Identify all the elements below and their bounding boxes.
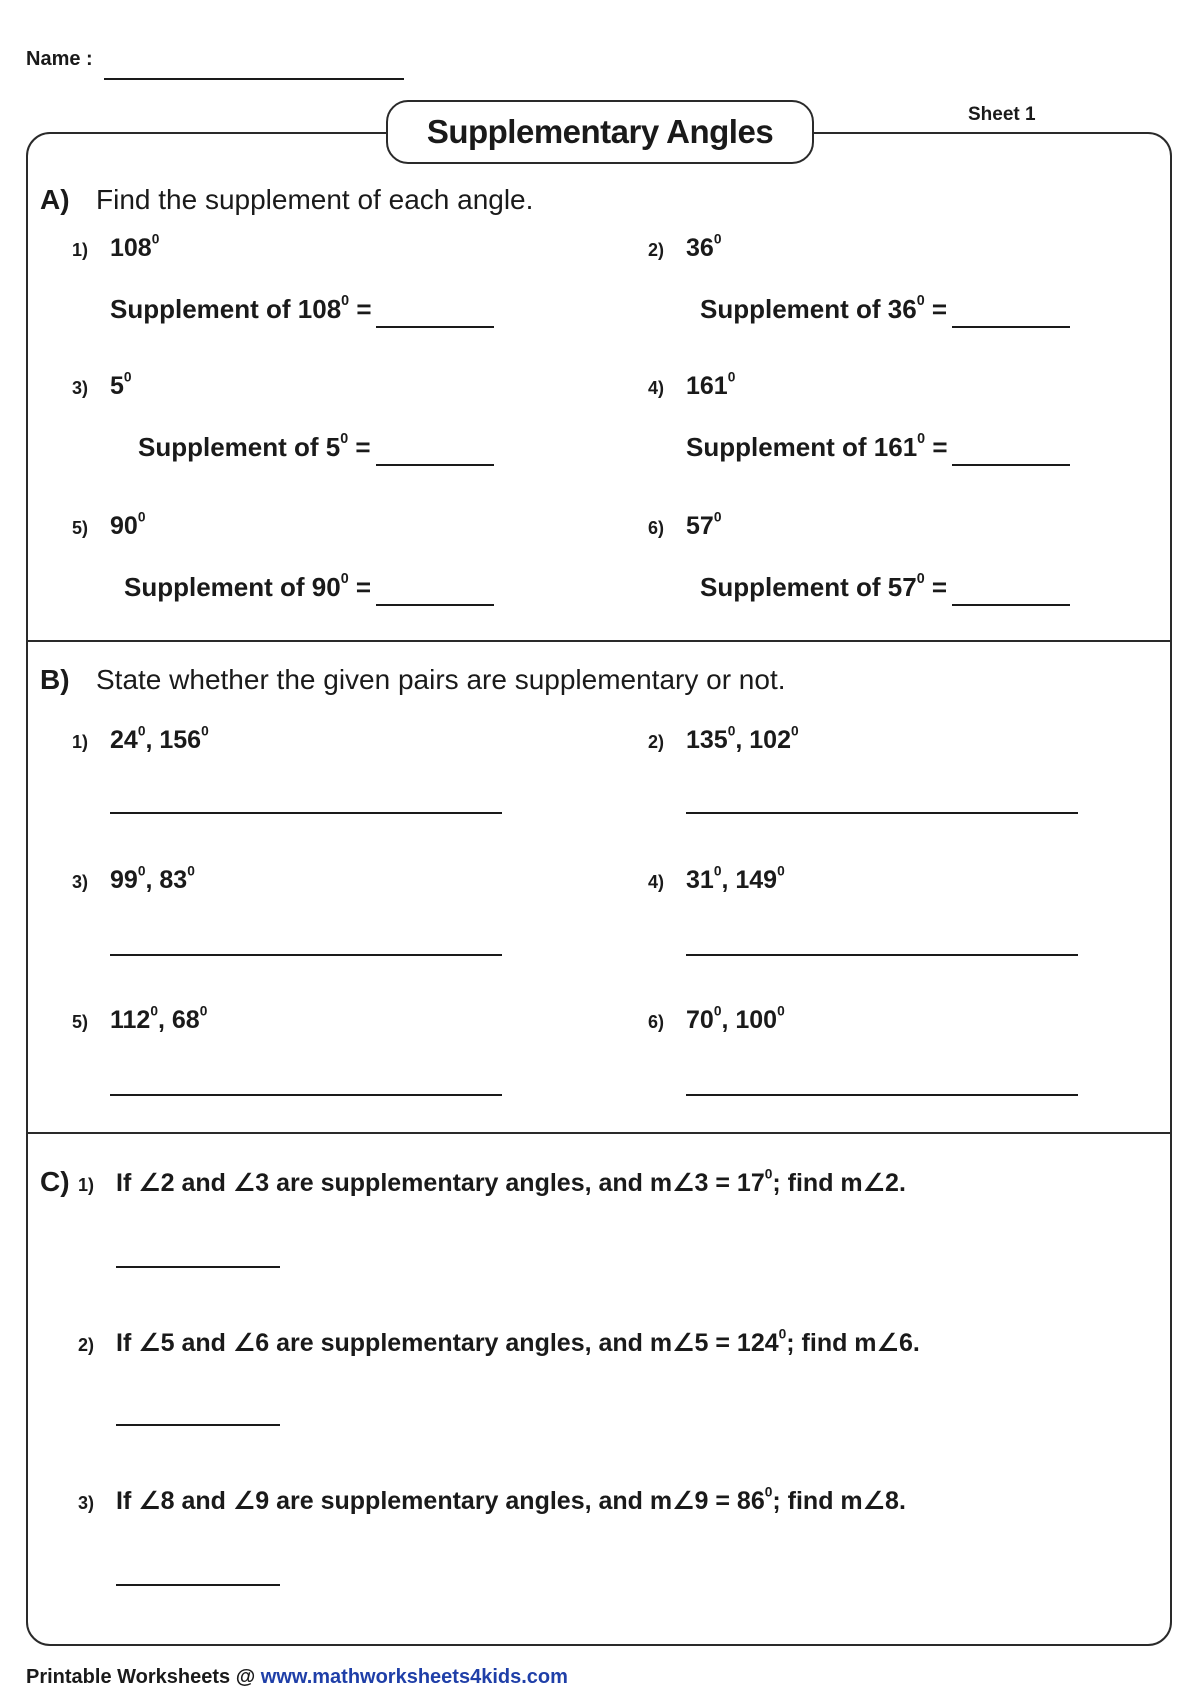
answer-blank[interactable] — [686, 812, 1078, 814]
name-field[interactable] — [104, 78, 404, 80]
question-text: If ∠8 and ∠9 are supplementary angles, and m∠9 = 86 — [116, 1487, 765, 1515]
angle-value: 112 — [110, 1006, 151, 1034]
answer-blank[interactable] — [110, 954, 502, 956]
question-number: 3) — [72, 378, 89, 398]
degree-mark: 0 — [123, 369, 132, 385]
answer-blank[interactable] — [686, 954, 1078, 956]
question-a3 — [72, 369, 132, 401]
answer-blank[interactable] — [376, 464, 494, 466]
question-number: 6) — [648, 1012, 665, 1032]
page-title: Supplementary Angles — [386, 100, 814, 164]
angle-value: 31 — [686, 866, 714, 894]
question-number: 2) — [648, 732, 665, 752]
degree-mark: 0 — [727, 369, 736, 385]
angle-value: 24 — [110, 726, 138, 754]
section-divider — [26, 1132, 1172, 1134]
degree-mark: 0 — [916, 571, 925, 588]
degree-mark: 0 — [764, 1166, 773, 1182]
degree-mark: 0 — [340, 571, 349, 588]
supplement-label: Supplement of 57 — [700, 572, 917, 602]
degree-mark: 0 — [199, 1003, 208, 1019]
degree-mark: 0 — [778, 1326, 787, 1342]
supplement-label: Supplement of 36 — [700, 294, 917, 324]
degree-mark: 0 — [713, 1003, 722, 1019]
answer-blank[interactable] — [952, 326, 1070, 328]
angle-value: 108 — [110, 234, 152, 262]
name-label: Name : — [26, 48, 93, 70]
question-c2 — [78, 1328, 920, 1358]
separator: , — [158, 1006, 172, 1034]
supplement-prompt — [686, 432, 948, 463]
section-b-heading — [40, 664, 786, 696]
question-a1 — [72, 231, 160, 263]
answer-blank[interactable] — [110, 812, 502, 814]
degree-mark: 0 — [713, 231, 722, 247]
question-text-end: ; find m∠8. — [772, 1487, 906, 1515]
question-text: If ∠5 and ∠6 are supplementary angles, and m∠5 = 124 — [116, 1329, 779, 1357]
question-number: 1) — [72, 240, 89, 260]
equals-sign: = — [349, 294, 372, 324]
angle-value: 68 — [171, 1006, 200, 1034]
supplement-label: Supplement of 5 — [138, 432, 341, 462]
question-a5 — [72, 509, 146, 541]
separator: , — [735, 726, 750, 754]
question-number: 3) — [72, 872, 89, 892]
answer-blank[interactable] — [686, 1094, 1078, 1096]
angle-value: 100 — [735, 1006, 778, 1034]
degree-mark: 0 — [150, 1003, 158, 1019]
question-text-end: ; find m∠6. — [786, 1329, 920, 1357]
question-number: 5) — [72, 518, 89, 538]
question-a2 — [648, 231, 722, 263]
degree-mark: 0 — [777, 1003, 785, 1019]
question-number: 4) — [648, 378, 665, 398]
equals-sign: = — [925, 432, 948, 462]
degree-mark: 0 — [187, 863, 195, 879]
question-b4 — [648, 863, 785, 895]
degree-mark: 0 — [791, 723, 799, 739]
angle-value: 149 — [735, 866, 778, 894]
degree-mark: 0 — [201, 723, 209, 739]
section-divider — [26, 640, 1172, 642]
degree-mark: 0 — [137, 723, 146, 739]
section-c-letter — [40, 1166, 70, 1198]
section-instruction: State whether the given pairs are supplementary or not. — [96, 664, 786, 695]
supplement-prompt — [124, 572, 371, 603]
degree-mark: 0 — [916, 293, 925, 310]
answer-blank[interactable] — [376, 604, 494, 606]
separator: , — [721, 866, 736, 894]
section-letter: A) — [40, 184, 70, 215]
angle-value: 135 — [686, 726, 728, 754]
angle-value: 99 — [110, 866, 138, 894]
question-number: 1) — [72, 732, 89, 752]
equals-sign: = — [924, 572, 948, 602]
question-number: 2) — [648, 240, 665, 260]
supplement-label: Supplement of 90 — [124, 572, 341, 602]
degree-mark: 0 — [137, 509, 146, 525]
angle-value: 5 — [110, 372, 124, 400]
question-a6 — [648, 509, 722, 541]
supplement-label: Supplement of 108 — [110, 294, 342, 324]
supplement-prompt — [700, 572, 947, 603]
answer-blank[interactable] — [116, 1424, 280, 1426]
question-number: 6) — [648, 518, 665, 538]
degree-mark: 0 — [713, 509, 722, 525]
degree-mark: 0 — [713, 863, 722, 879]
angle-value: 57 — [686, 512, 714, 540]
degree-mark: 0 — [341, 293, 350, 310]
question-c3 — [78, 1486, 906, 1516]
question-number: 1) — [78, 1175, 95, 1195]
section-letter: C) — [40, 1166, 70, 1197]
degree-mark: 0 — [727, 723, 736, 739]
angle-value: 156 — [159, 726, 202, 754]
section-letter: B) — [40, 664, 70, 695]
degree-mark: 0 — [917, 431, 926, 448]
footer — [26, 1666, 568, 1689]
separator: , — [145, 726, 160, 754]
question-text: If ∠2 and ∠3 are supplementary angles, and m∠3 = 17 — [116, 1169, 765, 1197]
question-text-end: ; find m∠2. — [772, 1169, 906, 1197]
footer-link[interactable]: www.mathworksheets4kids.com — [260, 1666, 568, 1688]
separator: , — [145, 866, 160, 894]
answer-blank[interactable] — [376, 326, 494, 328]
angle-value: 83 — [159, 866, 188, 894]
degree-mark: 0 — [151, 231, 160, 247]
answer-blank[interactable] — [952, 464, 1070, 466]
angle-value: 102 — [749, 726, 791, 754]
question-number: 5) — [72, 1012, 89, 1032]
answer-blank[interactable] — [116, 1266, 280, 1268]
angle-value: 161 — [686, 372, 728, 400]
question-b1 — [72, 723, 209, 755]
section-a-heading — [40, 184, 533, 216]
question-b2 — [648, 723, 799, 755]
supplement-prompt — [138, 432, 371, 463]
degree-mark: 0 — [340, 431, 349, 448]
supplement-prompt — [700, 294, 947, 325]
angle-value: 70 — [686, 1006, 714, 1034]
question-number: 4) — [648, 872, 665, 892]
sheet-label: Sheet 1 — [968, 104, 1036, 125]
degree-mark: 0 — [137, 863, 146, 879]
footer-prefix: Printable Worksheets @ — [26, 1666, 261, 1688]
question-a4 — [648, 369, 736, 401]
answer-blank[interactable] — [952, 604, 1070, 606]
separator: , — [721, 1006, 736, 1034]
supplement-label: Supplement of 161 — [686, 432, 918, 462]
equals-sign: = — [348, 432, 371, 462]
question-number: 2) — [78, 1335, 95, 1355]
question-b3 — [72, 863, 195, 895]
question-number: 3) — [78, 1493, 95, 1513]
answer-blank[interactable] — [116, 1584, 280, 1586]
supplement-prompt — [110, 294, 372, 325]
degree-mark: 0 — [777, 863, 785, 879]
degree-mark: 0 — [764, 1484, 773, 1500]
angle-value: 90 — [110, 512, 138, 540]
worksheet-frame — [26, 132, 1172, 1646]
question-b6 — [648, 1003, 785, 1035]
question-b5 — [72, 1003, 208, 1035]
question-c1 — [78, 1168, 906, 1198]
angle-value: 36 — [686, 234, 714, 262]
equals-sign: = — [924, 294, 948, 324]
section-instruction: Find the supplement of each angle. — [96, 184, 534, 215]
equals-sign: = — [348, 572, 372, 602]
answer-blank[interactable] — [110, 1094, 502, 1096]
